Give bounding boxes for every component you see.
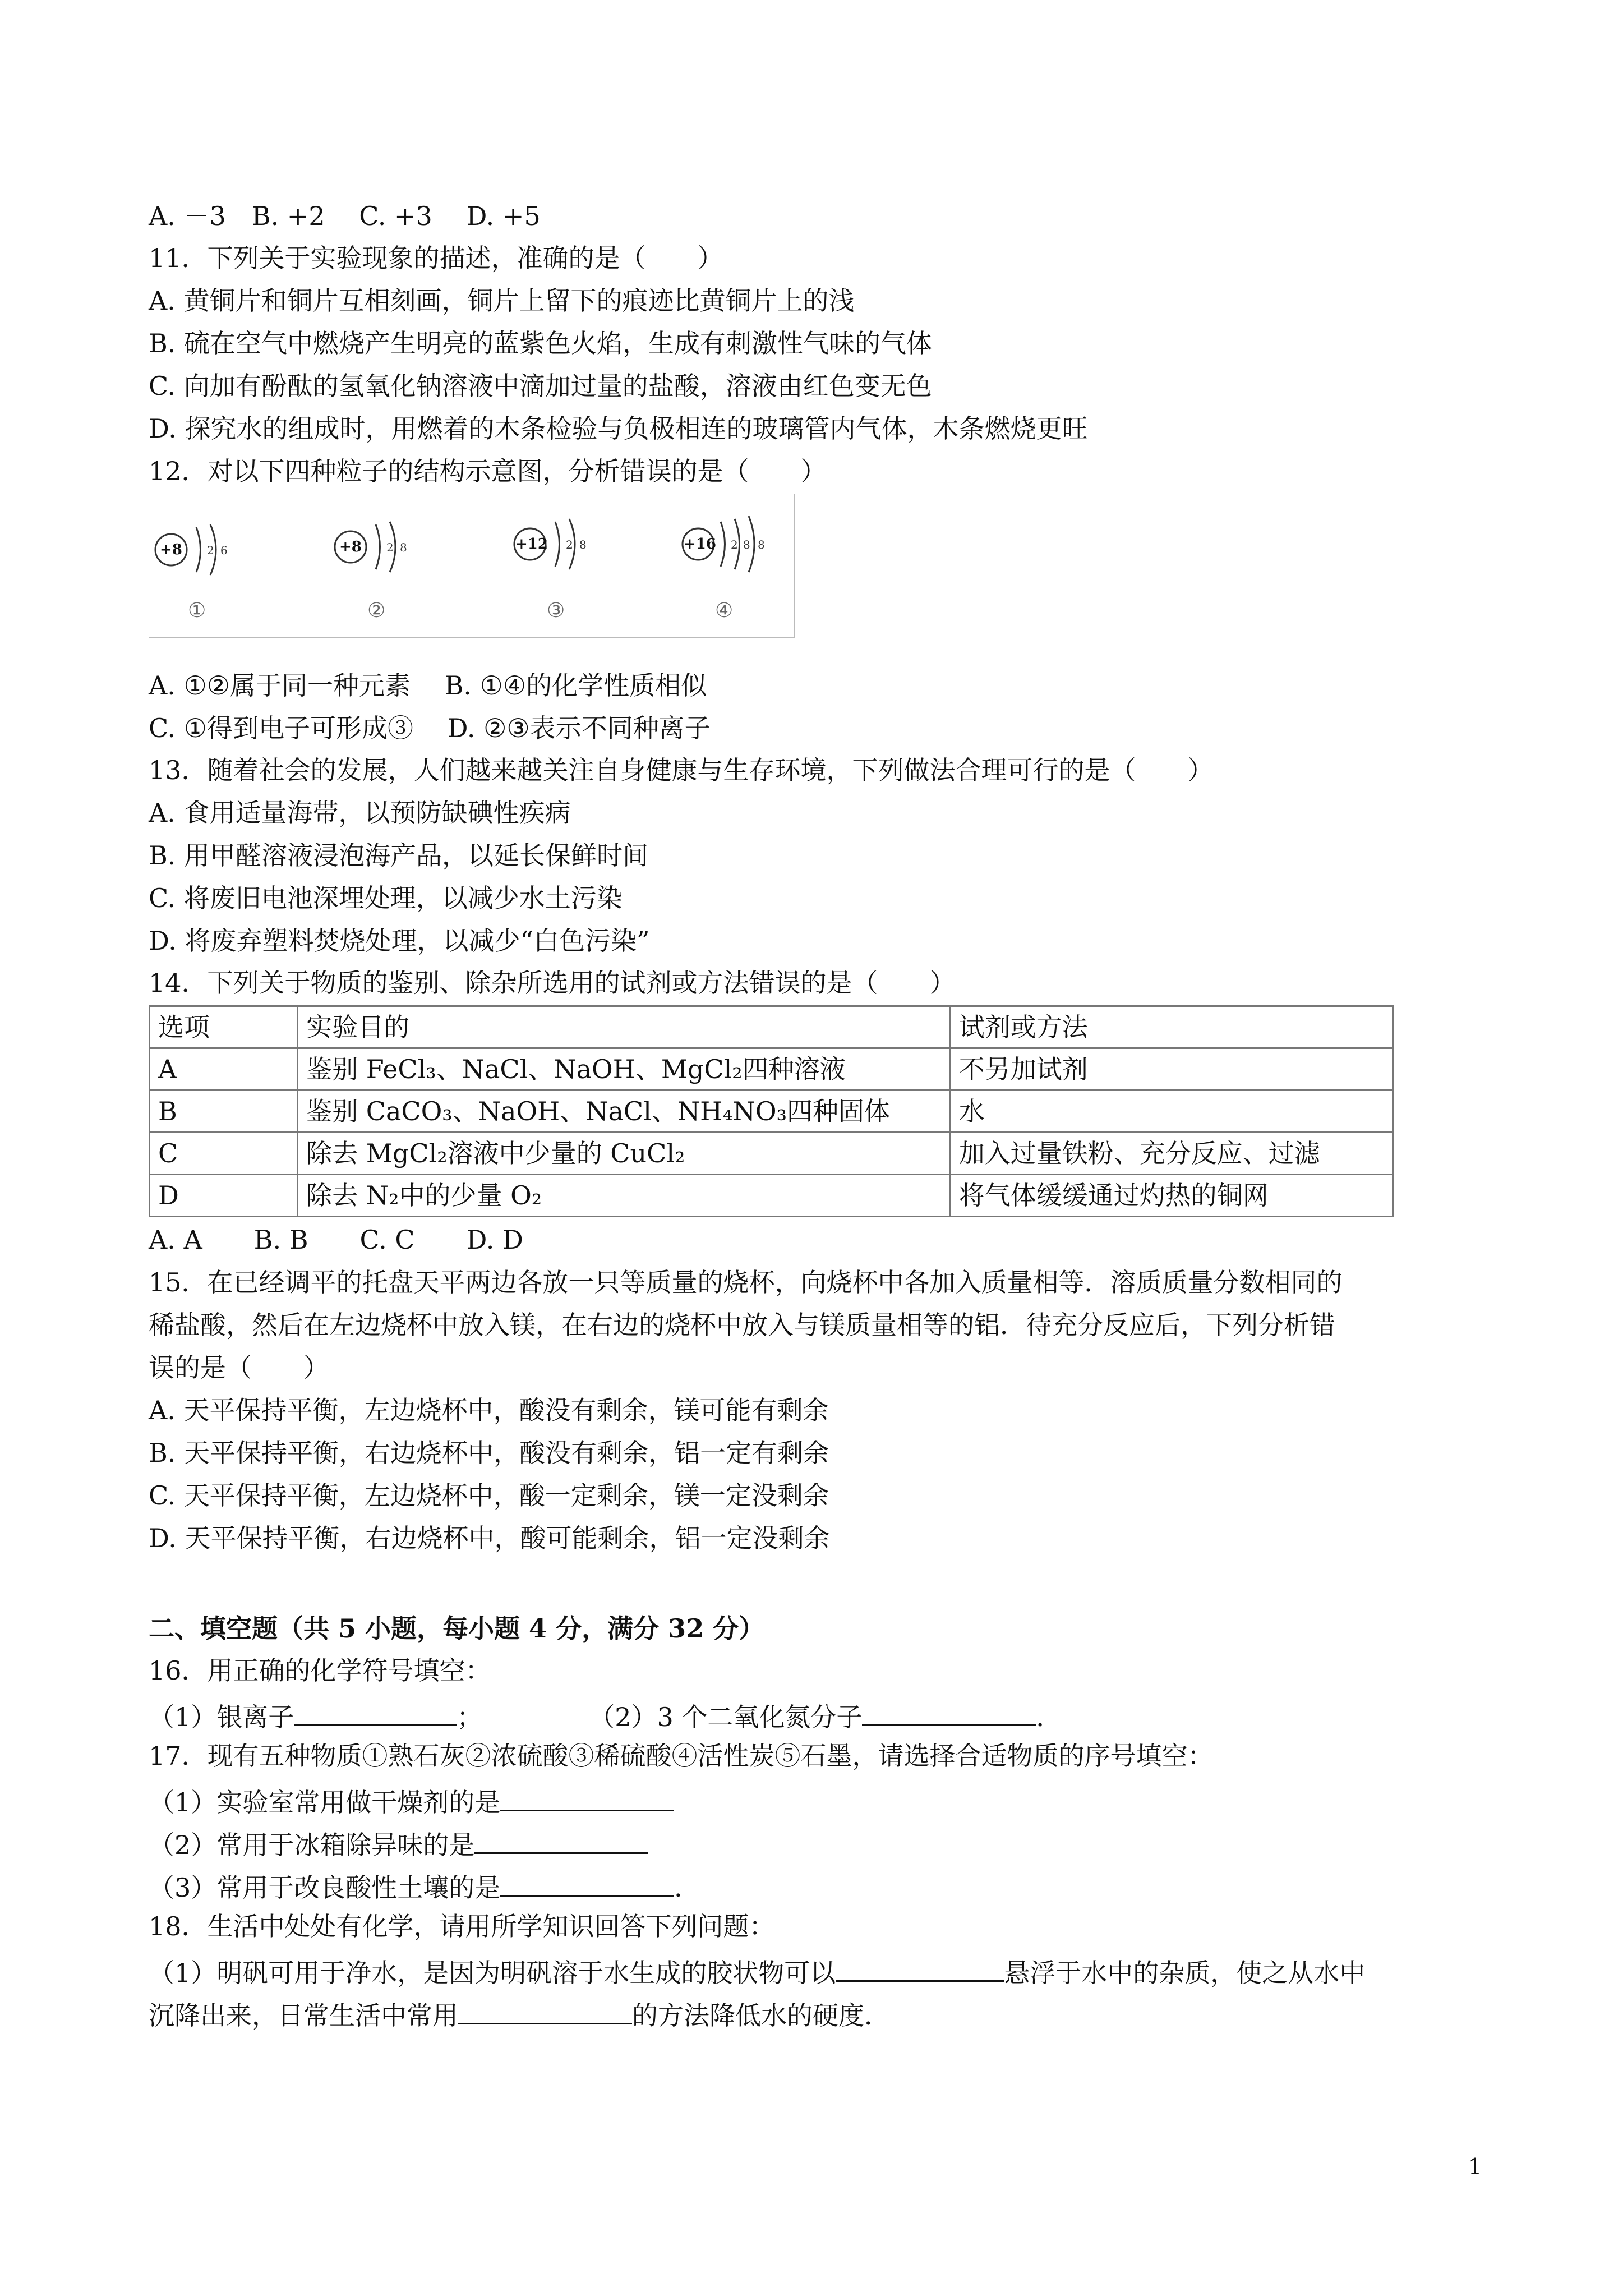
q17-part3 <box>149 1867 700 1904</box>
cell-option: C <box>150 1133 298 1175</box>
q12-options-ab: A. ①②属于同一种元素 B. ①④的化学性质相似 <box>149 670 707 701</box>
cell-purpose: 除去 N₂中的少量 O₂ <box>298 1175 951 1217</box>
cell-purpose: 鉴别 CaCO₃、NaOH、NaCl、NH₄NO₃四种固体 <box>298 1091 951 1133</box>
table-row <box>150 1175 1393 1217</box>
page-number: 1 <box>1468 2154 1482 2179</box>
q16-part1-label: （1）银离子 <box>149 1702 294 1732</box>
q16-blank-2[interactable] <box>862 1696 1036 1726</box>
q15-stem-line1: 15．在已经调平的托盘天平两边各放一只等质量的烧杯，向烧杯中各加入质量相等．溶质质量分数相同的 <box>149 1267 1343 1297</box>
section-2-title: 二、填空题（共 5 小题，每小题 4 分，满分 32 分） <box>149 1613 765 1644</box>
header-method: 试剂或方法 <box>950 1006 1393 1048</box>
q15-stem-line2: 稀盐酸，然后在左边烧杯中放入镁，在右边的烧杯中放入与镁质量相等的铝．待充分反应后，下列分析错 <box>149 1310 1335 1340</box>
atom-3-label: ③ <box>547 599 565 622</box>
q17-blank-2[interactable] <box>474 1824 648 1854</box>
q15-stem-line3: 误的是（ ） <box>149 1352 329 1383</box>
q13-option-d: D. 将废弃塑料焚烧处理，以减少“白色污染” <box>149 926 650 956</box>
q17-part1 <box>149 1782 674 1819</box>
q17-part2-label: （2）常用于冰箱除异味的是 <box>149 1830 475 1860</box>
q18-part1-text-b: 悬浮于水中的杂质，使之从水中 <box>1004 1958 1366 1988</box>
svg-text:6: 6 <box>220 544 228 557</box>
q16-blank-1[interactable] <box>294 1696 457 1726</box>
svg-text:2: 2 <box>731 538 738 551</box>
q13-option-a: A. 食用适量海带，以预防缺碘性疾病 <box>149 798 571 828</box>
atom-diagram-4 <box>676 510 844 623</box>
atom-2-nucleus: +8 <box>339 539 362 555</box>
q18-part1-text-a: （1）明矾可用于净水，是因为明矾溶于水生成的胶状物可以 <box>149 1958 836 1988</box>
cell-option: B <box>150 1091 298 1133</box>
q11-option-d: D. 探究水的组成时，用燃着的木条检验与负极相连的玻璃管内气体，木条燃烧更旺 <box>149 413 1088 444</box>
atom-3-nucleus: +12 <box>515 536 548 553</box>
table-row <box>150 1091 1393 1133</box>
q16-part2-label: （2）3 个二氧化氮分子 <box>589 1702 863 1732</box>
header-purpose: 实验目的 <box>298 1006 951 1048</box>
q13-stem: 13．随着社会的发展，人们越来越关注自身健康与生存环境，下列做法合理可行的是（ ） <box>149 755 1214 785</box>
q17-part2 <box>149 1824 648 1862</box>
cell-option: D <box>150 1175 298 1217</box>
q11-stem: 11．下列关于实验现象的描述，准确的是（ ） <box>149 243 723 273</box>
q15-option-b: B. 天平保持平衡，右边烧杯中，酸没有剩余，铝一定有剩余 <box>149 1438 829 1468</box>
atom-1-label: ① <box>188 599 206 622</box>
q15-option-c: C. 天平保持平衡，左边烧杯中，酸一定剩余，镁一定没剩余 <box>149 1480 829 1511</box>
q15-option-a: A. 天平保持平衡，左边烧杯中，酸没有剩余，镁可能有剩余 <box>149 1395 829 1425</box>
q14-table <box>149 1005 1394 1217</box>
q15-option-d: D. 天平保持平衡，右边烧杯中，酸可能剩余，铝一定没剩余 <box>149 1523 830 1553</box>
q13-option-c: C. 将废旧电池深埋处理，以减少水土污染 <box>149 883 623 913</box>
cell-option: A <box>150 1048 298 1091</box>
atom-diagram-1 <box>149 510 317 623</box>
q16-parts <box>149 1696 1062 1734</box>
q18-stem: 18．生活中处处有化学，请用所学知识回答下列问题： <box>149 1911 775 1941</box>
cell-purpose: 鉴别 FeCl₃、NaCl、NaOH、MgCl₂四种溶液 <box>298 1048 951 1091</box>
svg-text:8: 8 <box>400 541 407 554</box>
table-header-row <box>150 1006 1393 1048</box>
q18-part2-text-b: 的方法降低水的硬度． <box>632 2000 890 2031</box>
q14-stem: 14．下列关于物质的鉴别、除杂所选用的试剂或方法错误的是（ ） <box>149 968 956 998</box>
cell-method: 水 <box>950 1091 1393 1133</box>
q12-stem: 12．对以下四种粒子的结构示意图，分析错误的是（ ） <box>149 456 827 486</box>
q16-separator: ； <box>457 1702 483 1732</box>
q10-options: A. －3 B. +2 C. +3 D. +5 <box>149 201 541 231</box>
q17-end: ． <box>674 1872 700 1903</box>
q17-part3-label: （3）常用于改良酸性土壤的是 <box>149 1872 501 1903</box>
particle-structure-figure <box>149 494 795 638</box>
atom-diagram-3 <box>508 510 676 623</box>
q11-option-c: C. 向加有酚酞的氢氧化钠溶液中滴加过量的盐酸，溶液由红色变无色 <box>149 371 932 401</box>
q14-options: A. A B. B C. C D. D <box>149 1225 523 1255</box>
cell-purpose: 除去 MgCl₂溶液中少量的 CuCl₂ <box>298 1133 951 1175</box>
cell-method: 加入过量铁粉、充分反应、过滤 <box>950 1133 1393 1175</box>
table-row <box>150 1133 1393 1175</box>
svg-text:2: 2 <box>566 538 573 551</box>
q18-part2 <box>149 1995 890 2032</box>
q18-part1 <box>149 1952 1365 1990</box>
svg-text:8: 8 <box>758 538 765 551</box>
atom-4-label: ④ <box>715 599 734 622</box>
q18-blank-1[interactable] <box>836 1952 1004 1982</box>
svg-text:8: 8 <box>743 538 750 551</box>
svg-text:2: 2 <box>207 544 214 557</box>
cell-method: 将气体缓缓通过灼热的铜网 <box>950 1175 1393 1217</box>
q11-option-a: A. 黄铜片和铜片互相刻画，铜片上留下的痕迹比黄铜片上的浅 <box>149 286 855 316</box>
q17-stem: 17．现有五种物质①熟石灰②浓硫酸③稀硫酸④活性炭⑤石墨，请选择合适物质的序号填空： <box>149 1741 1214 1771</box>
atom-diagram-2 <box>328 510 496 623</box>
q17-blank-1[interactable] <box>500 1782 674 1811</box>
q18-part2-text-a: 沉降出来，日常生活中常用 <box>149 2000 458 2031</box>
header-option: 选项 <box>150 1006 298 1048</box>
svg-text:2: 2 <box>386 541 394 554</box>
q17-blank-3[interactable] <box>500 1867 674 1897</box>
q18-blank-2[interactable] <box>458 1995 632 2024</box>
q17-part1-label: （1）实验室常用做干燥剂的是 <box>149 1787 501 1818</box>
table-row <box>150 1048 1393 1091</box>
q12-options-cd: C. ①得到电子可形成③ D. ②③表示不同种离子 <box>149 713 711 743</box>
q13-option-b: B. 用甲醛溶液浸泡海产品，以延长保鲜时间 <box>149 840 649 871</box>
atom-4-nucleus: +16 <box>684 536 716 553</box>
q16-end: ． <box>1036 1702 1062 1732</box>
atom-2-label: ② <box>367 599 386 622</box>
atom-1-nucleus: +8 <box>160 541 182 558</box>
svg-text:8: 8 <box>579 538 587 551</box>
q16-stem: 16．用正确的化学符号填空： <box>149 1655 491 1686</box>
q11-option-b: B. 硫在空气中燃烧产生明亮的蓝紫色火焰，生成有刺激性气味的气体 <box>149 328 933 358</box>
cell-method: 不另加试剂 <box>950 1048 1393 1091</box>
